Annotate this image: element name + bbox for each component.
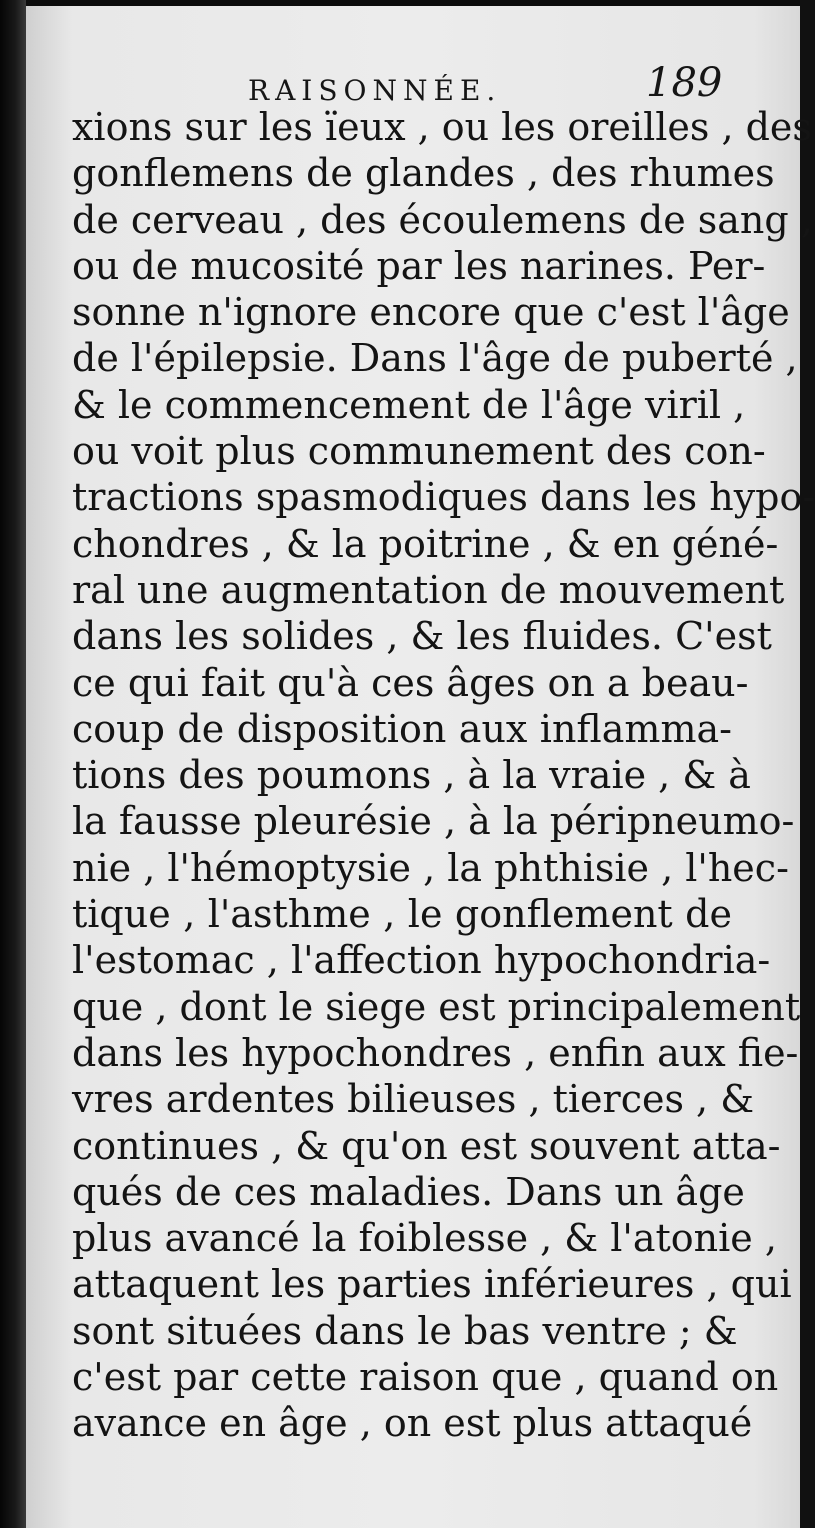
text-line: tractions spasmodiques dans les hypo-	[72, 475, 815, 520]
text-line: de l'épilepsie. Dans l'âge de puberté ,	[72, 336, 798, 381]
text-line: avance en âge , on est plus attaqué	[72, 1401, 753, 1446]
text-line: vres ardentes bilieuses , tierces , &	[72, 1077, 755, 1122]
running-head: RAISONNÉE.	[248, 74, 502, 107]
text-line: la fausse pleurésie , à la péripneumo-	[72, 799, 795, 844]
text-line: attaquent les parties inférieures , qui	[72, 1262, 792, 1307]
text-line: l'estomac , l'affection hypochondria-	[72, 938, 771, 983]
text-line: continues , & qu'on est souvent atta-	[72, 1123, 781, 1168]
text-line: dans les hypochondres , enfin aux fie-	[72, 1030, 799, 1075]
page-header	[0, 60, 800, 110]
text-line: de cerveau , des écoulemens de sang ,	[72, 197, 813, 242]
text-line: ral une augmentation de mouvement	[72, 567, 785, 612]
body-text	[72, 104, 815, 1447]
text-line: nie , l'hémoptysie , la phthisie , l'hec-	[72, 845, 789, 890]
text-line: tions des poumons , à la vraie , & à	[72, 753, 751, 798]
text-line: gonflemens de glandes , des rhumes	[72, 151, 775, 196]
text-line: sonne n'ignore encore que c'est l'âge	[72, 290, 790, 335]
text-line: & le commencement de l'âge viril ,	[72, 382, 746, 427]
text-line: qués de ces maladies. Dans un âge	[72, 1169, 745, 1214]
text-line: c'est par cette raison que , quand on	[72, 1355, 779, 1400]
text-line: xions sur les ïeux , ou les oreilles , des	[72, 105, 812, 149]
page-number: 189	[646, 60, 723, 106]
text-line: sont situées dans le bas ventre ; &	[72, 1308, 738, 1353]
text-line: dans les solides , & les fluides. C'est	[72, 614, 772, 659]
text-line: plus avancé la foiblesse , & l'atonie ,	[72, 1216, 777, 1261]
text-line: chondres , & la poitrine , & en géné-	[72, 521, 779, 566]
text-line: ce qui fait qu'à ces âges on a beau-	[72, 660, 749, 705]
text-line: ou de mucosité par les narines. Per-	[72, 243, 766, 288]
text-line: que , dont le siege est principalement	[72, 984, 801, 1029]
text-line: coup de disposition aux inflamma-	[72, 706, 732, 751]
book-gutter-shadow	[0, 0, 26, 1528]
text-line: tique , l'asthme , le gonflement de	[72, 892, 732, 937]
text-line: ou voit plus communement des con-	[72, 429, 766, 474]
